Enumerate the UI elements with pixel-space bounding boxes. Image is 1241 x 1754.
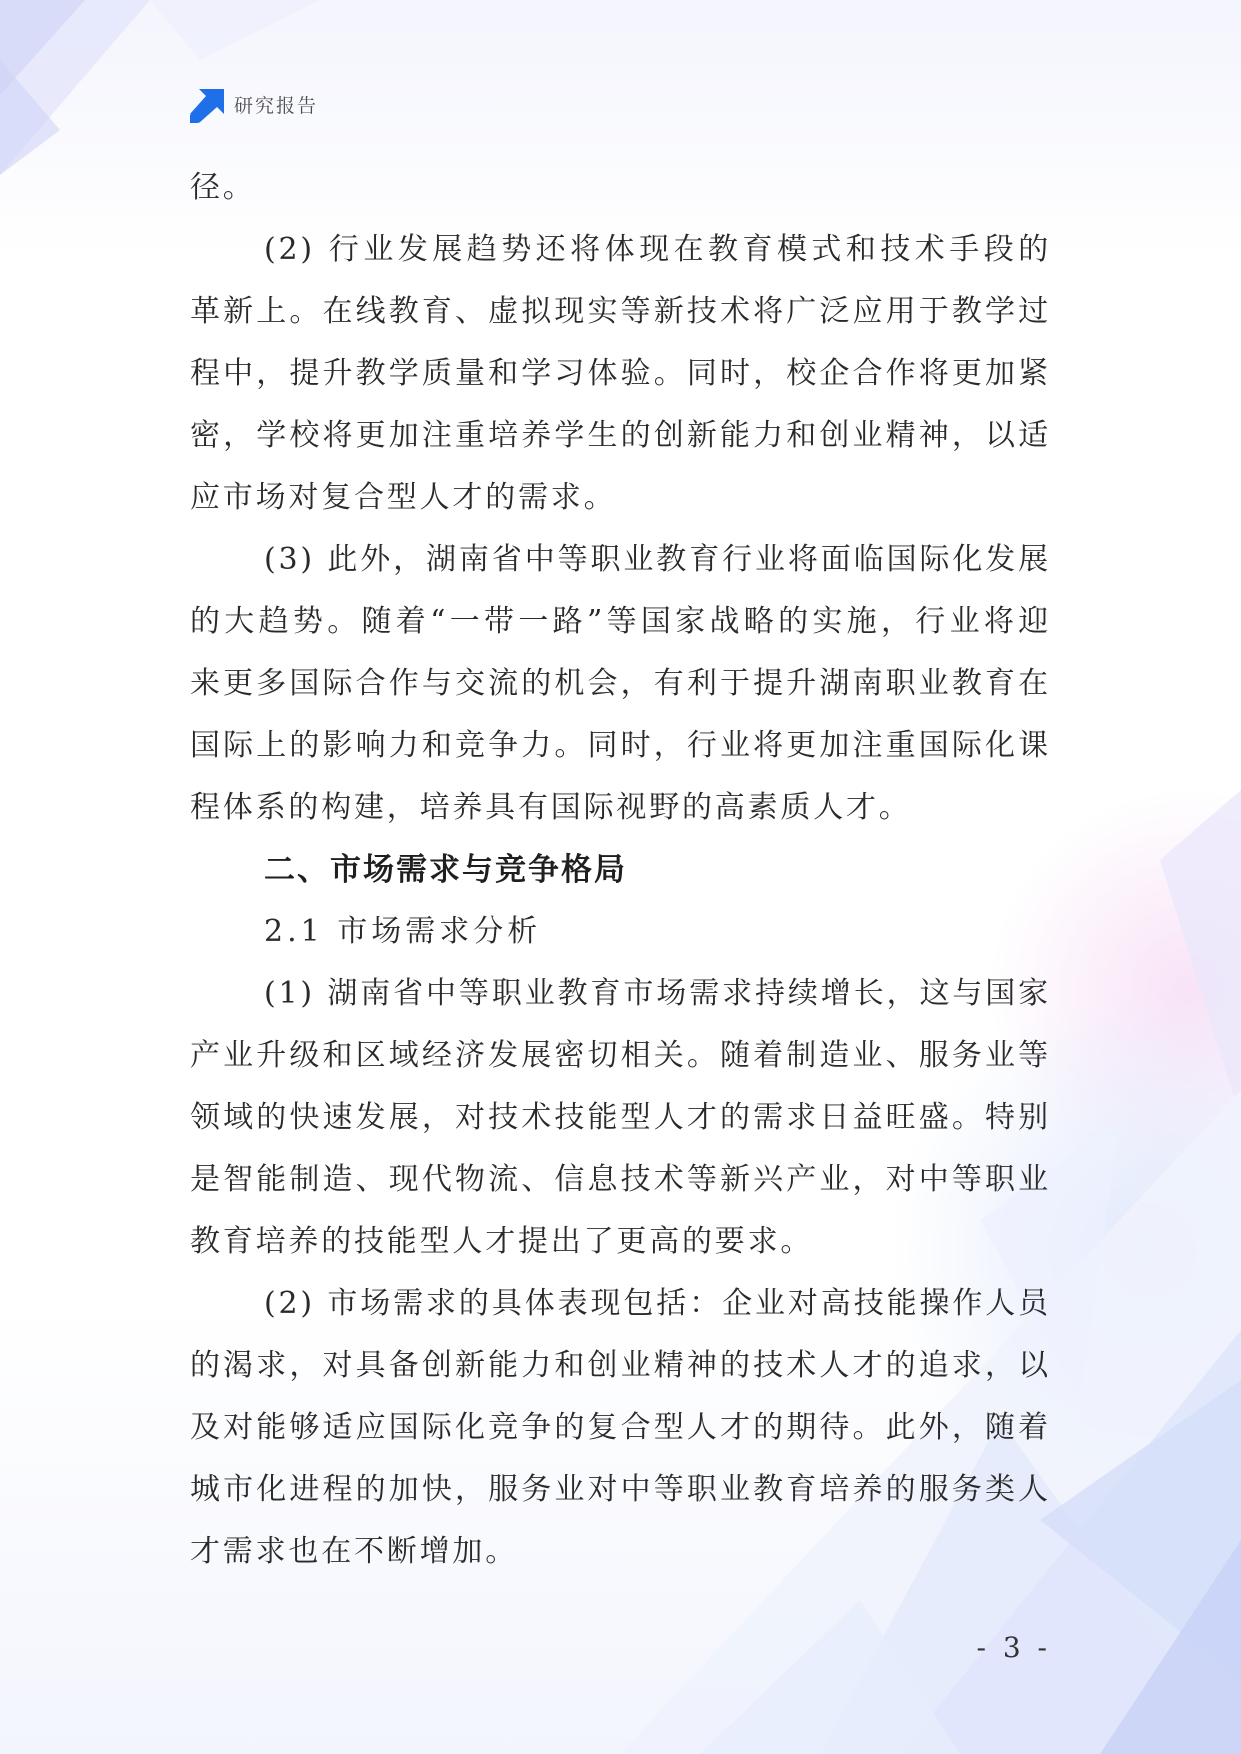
body-line: 的渴求，对具备创新能力和创业精神的技术人才的追求，以	[190, 1348, 1051, 1383]
body-line: 应市场对复合型人才的需求。	[190, 480, 617, 515]
body-line: (1) 湖南省中等职业教育市场需求持续增长，这与国家	[264, 976, 1051, 1011]
report-label: 研究报告	[234, 95, 319, 117]
decor-triangle	[150, 0, 320, 60]
paragraph-trend-3	[190, 529, 1051, 839]
body-line: 领域的快速发展，对技术技能型人才的需求日益旺盛。特别	[190, 1100, 1051, 1135]
body-line: 径。	[190, 170, 256, 205]
paragraph-trend-2	[190, 219, 1051, 529]
body-line: (2) 行业发展趋势还将体现在教育模式和技术手段的	[264, 232, 1051, 267]
body-line: 的大趋势。随着“一带一路”等国家战略的实施，行业将迎	[190, 604, 1051, 639]
body-line: 程中，提升教学质量和学习体验。同时，校企合作将更加紧	[190, 356, 1051, 391]
document-body	[190, 157, 1051, 1583]
arrow-up-right-icon	[190, 89, 224, 123]
body-line: (2) 市场需求的具体表现包括：企业对高技能操作人员	[264, 1286, 1051, 1321]
body-line: (3) 此外，湖南省中等职业教育行业将面临国际化发展	[264, 542, 1051, 577]
body-line: 革新上。在线教育、虚拟现实等新技术将广泛应用于教学过	[190, 294, 1051, 329]
body-line: 程体系的构建，培养具有国际视野的高素质人才。	[190, 790, 912, 825]
body-line: 是智能制造、现代物流、信息技术等新兴产业，对中等职业	[190, 1162, 1051, 1197]
section-heading: 二、市场需求与竞争格局	[264, 852, 627, 888]
body-line: 城市化进程的加快，服务业对中等职业教育培养的服务类人	[190, 1472, 1051, 1507]
body-line: 来更多国际合作与交流的机会，有利于提升湖南职业教育在	[190, 666, 1051, 701]
body-line: 产业升级和区域经济发展密切相关。随着制造业、服务业等	[190, 1038, 1051, 1073]
body-line: 密，学校将更加注重培养学生的创新能力和创业精神，以适	[190, 418, 1051, 453]
body-line: 国际上的影响力和竞争力。同时，行业将更加注重国际化课	[190, 728, 1051, 763]
report-header	[190, 89, 318, 123]
subsection-heading: 2.1 市场需求分析	[264, 914, 542, 949]
body-line: 及对能够适应国际化竞争的复合型人才的期待。此外，随着	[190, 1410, 1051, 1445]
paragraph-demand-1	[190, 963, 1051, 1273]
body-line: 才需求也在不断增加。	[190, 1534, 518, 1569]
page-number: - 3 -	[976, 1631, 1051, 1664]
paragraph-demand-2	[190, 1273, 1051, 1583]
body-line: 教育培养的技能型人才提出了更高的要求。	[190, 1224, 814, 1259]
